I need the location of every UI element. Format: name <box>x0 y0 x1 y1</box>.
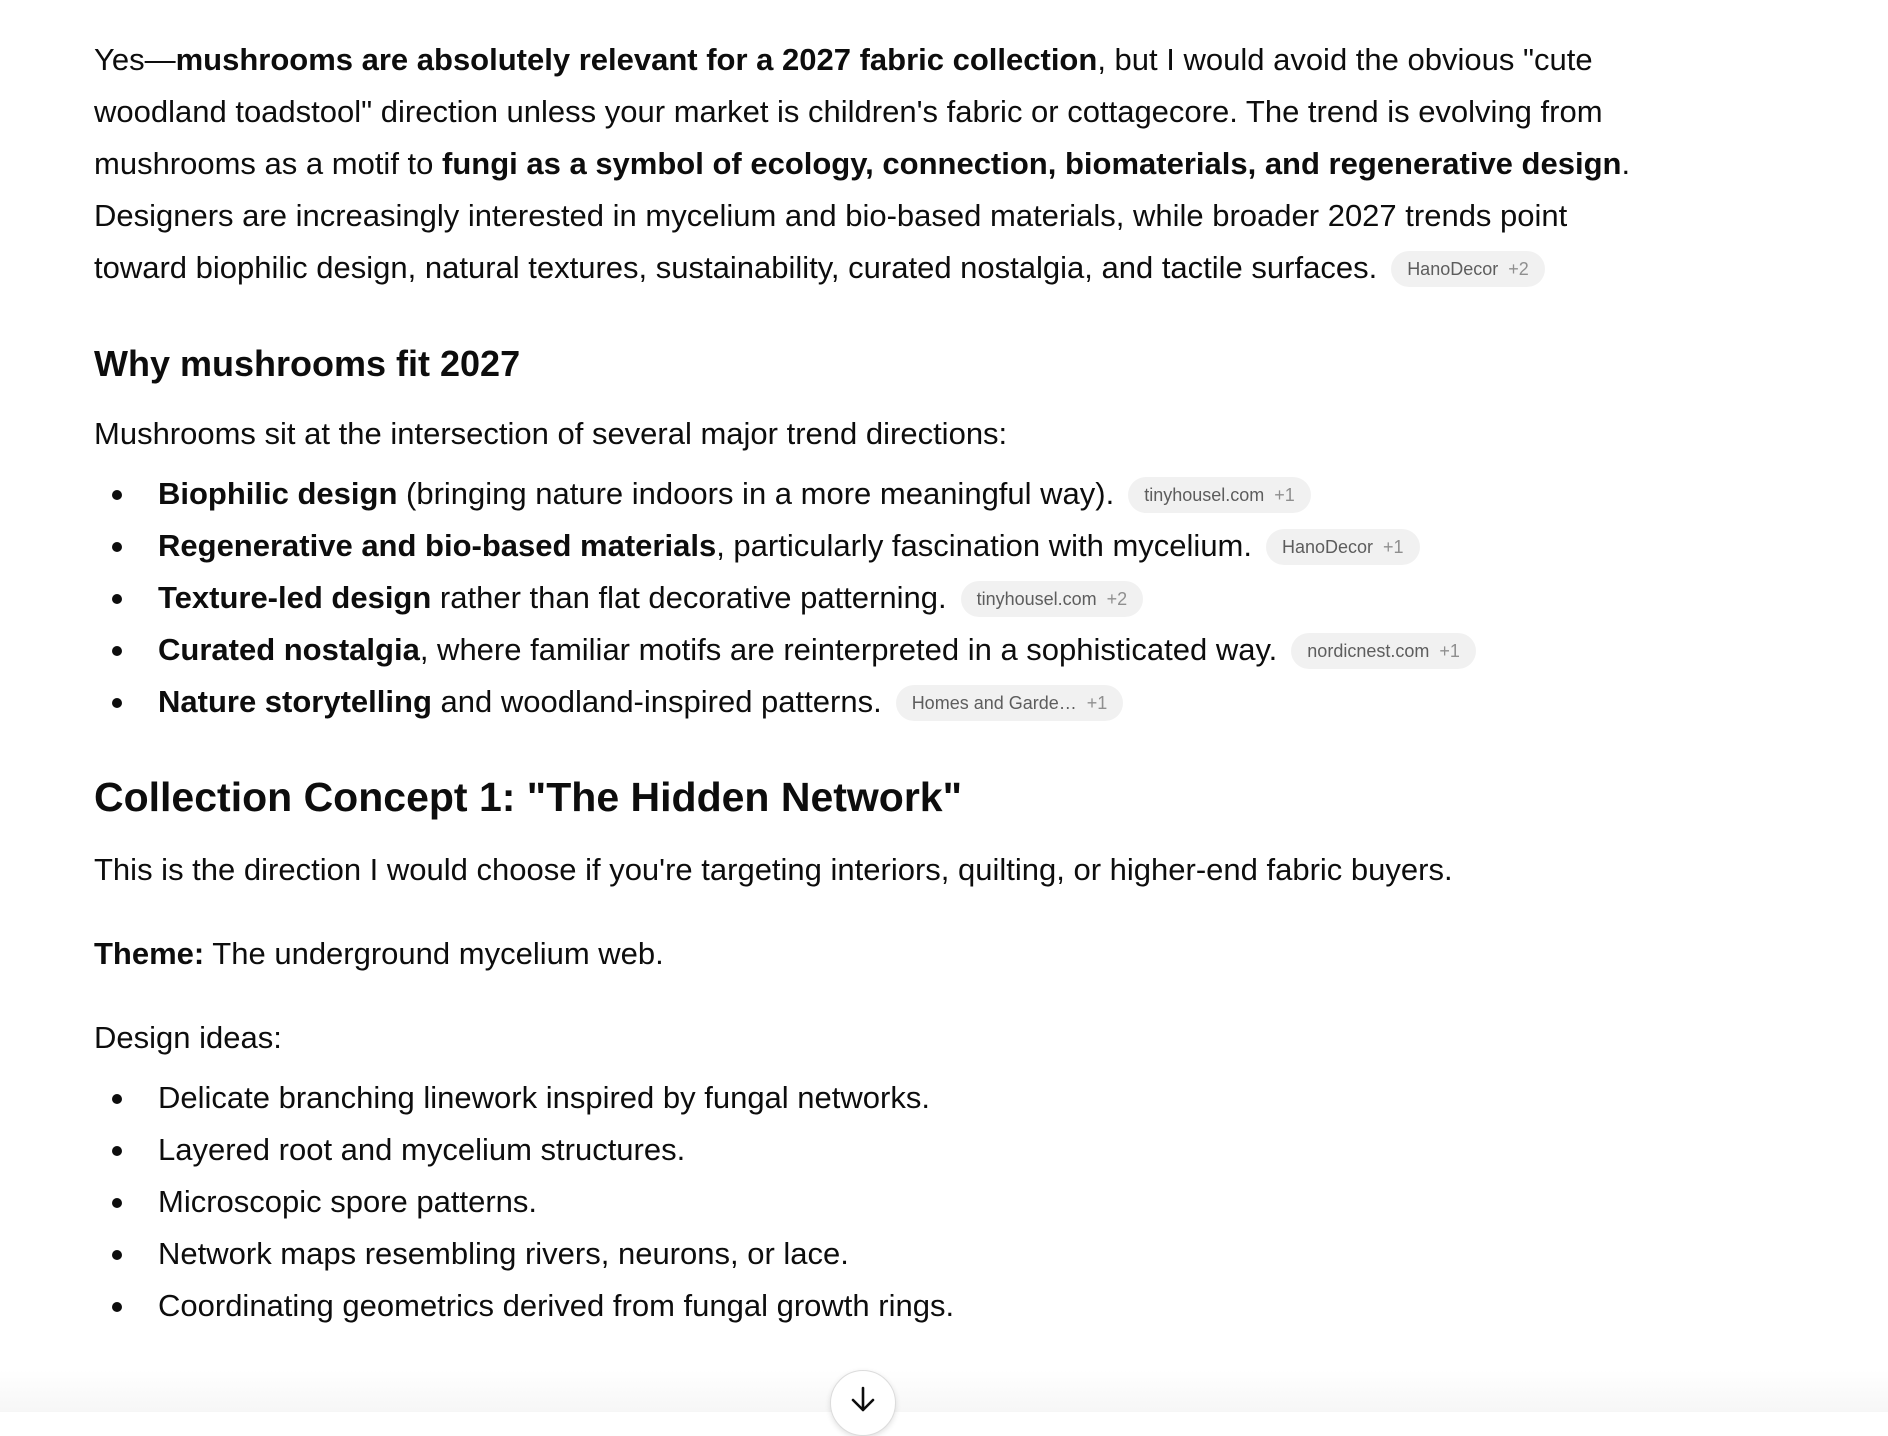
source-pill[interactable] <box>1266 529 1420 565</box>
source-pill-count: +1 <box>1086 693 1108 713</box>
section-heading-why: Why mushrooms fit 2027 <box>94 343 521 384</box>
assistant-message <box>94 34 1634 1332</box>
theme-label: Theme: <box>94 936 205 971</box>
design-ideas-list <box>94 1072 1634 1332</box>
list-item <box>94 572 1634 624</box>
list-item: Microscopic spore patterns. <box>94 1176 1634 1228</box>
list-item-bold: Regenerative and bio-based materials <box>158 528 717 563</box>
list-item-text: (bringing nature indoors in a more meaningful way). <box>397 476 1115 511</box>
section-heading-concept-1: Collection Concept 1: "The Hidden Network" <box>94 774 963 820</box>
intro-bold-2: fungi as a symbol of ecology, connection, biomaterials, and regenerative design <box>442 146 1622 181</box>
scroll-to-bottom-button[interactable] <box>830 1370 896 1436</box>
intro-paragraph <box>94 34 1634 294</box>
intro-bold-1: mushrooms are absolutely relevant for a 2027 fabric collection <box>175 42 1098 77</box>
trend-list <box>94 468 1634 728</box>
list-item-text: , particularly fascination with mycelium. <box>716 528 1252 563</box>
source-pill[interactable] <box>1391 251 1545 287</box>
list-item-text: rather than flat decorative patterning. <box>431 580 947 615</box>
source-pill-count: +1 <box>1383 537 1404 557</box>
list-item-text: and woodland-inspired patterns. <box>431 684 882 719</box>
source-pill[interactable] <box>961 581 1144 617</box>
design-ideas-label: Design ideas: <box>94 1020 282 1055</box>
source-pill-label: tinyhousel.com <box>976 589 1097 609</box>
list-item: Delicate branching linework inspired by fungal networks. <box>94 1072 1634 1124</box>
concept-lead: This is the direction I would choose if you're targeting interiors, quilting, or higher-end fabric buyers. <box>94 852 1453 887</box>
source-pill-label: HanoDecor <box>1407 259 1499 279</box>
list-item-bold: Biophilic design <box>158 476 398 511</box>
source-pill[interactable] <box>896 685 1124 721</box>
list-item <box>94 520 1634 572</box>
source-pill-label: HanoDecor <box>1282 537 1374 557</box>
source-pill-label: tinyhousel.com <box>1144 485 1265 505</box>
list-item <box>94 676 1634 728</box>
list-item: Coordinating geometrics derived from fungal growth rings. <box>94 1280 1634 1332</box>
intro-text-1: Yes— <box>94 42 176 77</box>
source-pill-label: nordicnest.com <box>1307 641 1430 661</box>
list-item-text: , where familiar motifs are reinterpreted in a sophisticated way. <box>419 632 1278 667</box>
source-pill-count: +2 <box>1508 259 1529 279</box>
intro-text-3: . Designers are increasingly interested in mycelium and bio-based materials, while broader 2027 trends point toward biophilic design, natural textures, sustainability, curated nostalgia, and tactile surfaces. <box>94 146 1631 285</box>
list-item: Layered root and mycelium structures. <box>94 1124 1634 1176</box>
theme-text: The underground mycelium web. <box>204 936 664 971</box>
source-pill-label: Homes and Garde… <box>911 693 1077 713</box>
list-item <box>94 624 1634 676</box>
source-pill-count: +1 <box>1274 485 1295 505</box>
list-item-bold: Nature storytelling <box>158 684 432 719</box>
list-item: Network maps resembling rivers, neurons, or lace. <box>94 1228 1634 1280</box>
list-item-bold: Texture-led design <box>158 580 432 615</box>
source-pill[interactable] <box>1291 633 1476 669</box>
bottom-fade <box>0 1370 1888 1412</box>
list-item <box>94 468 1634 520</box>
intro-text-2: , but I would avoid the obvious "cute woodland toadstool" direction unless your market is children's fabric or cottagecore. The trend is evolving from mushrooms as a motif to <box>94 42 1603 181</box>
arrow-down-icon <box>848 1385 878 1415</box>
source-pill[interactable] <box>1128 477 1311 513</box>
source-pill-count: +2 <box>1106 589 1128 609</box>
source-pill-count: +1 <box>1439 641 1460 661</box>
list-item-bold: Curated nostalgia <box>158 632 420 667</box>
theme-line <box>94 928 1634 980</box>
why-lead: Mushrooms sit at the intersection of several major trend directions: <box>94 416 1008 451</box>
